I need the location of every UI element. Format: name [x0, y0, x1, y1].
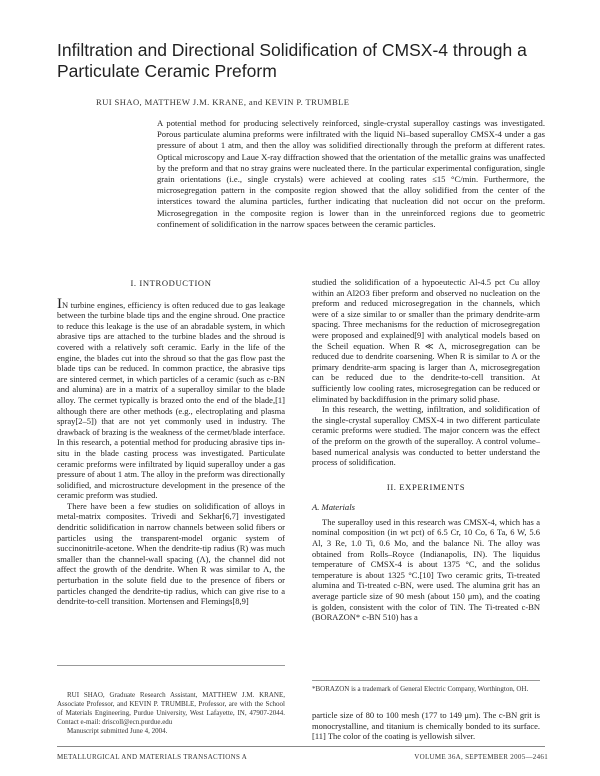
- experiments-heading: II. EXPERIMENTS: [386, 481, 466, 492]
- materials-paragraph-2: particle size of 80 to 100 mesh (177 to 149 μm). The c-BN grit is monocrystalline, and titanium is chemically bonded to its surface.[11] The color of the coating is yellowish silver.: [312, 710, 540, 742]
- footnote-rule-left: [57, 665, 285, 666]
- journal-name: METALLURGICAL AND MATERIALS TRANSACTIONS A: [57, 753, 248, 761]
- volume-page: VOLUME 36A, SEPTEMBER 2005—2461: [414, 753, 548, 761]
- intro-paragraph-3: studied the solidification of a hypoeutectic Al-4.5 pct Cu alloy within an Al2O3 fiber preform and observed no nucleation on the preform and reduced microsegregation in the channels, which were of a size similar to or smaller than the primary dendrite-arm spacing. Three mechanisms for the reduction of microsegregation were proposed and explained[9] with analytical models based on the Scheil equation. When R ≪ Λ, microsegregation can be reduced due to dendrite coarsening. When R is similar to Λ or the primary dendrite-arm spacing is larger than Λ, microsegregation can be reduced due to the dendrite-to-cell transition. At sufficiently low cooling rates, microsegregation can be reduced or eliminated by backdiffusion in the primary solid phase.: [312, 277, 540, 404]
- left-column: [57, 278, 285, 607]
- drop-cap: I: [57, 295, 62, 312]
- footnote-rule-right: [312, 680, 540, 681]
- intro-paragraph-2: There have been a few studies on solidification of alloys in metal-matrix composites. Trivedi and Sekhar[6,7] investigated dendritic solidification in narrow channels between solid fibers or particles using the transparent-model organic system of succinonitrile-acetone. When the dendrite-tip radius (R) was much smaller than the channel-wall spacing (Λ), the channel did not affect the growth of the dendrite. When R was similar to Λ, the perturbation in the solute field due to the presence of fibers or particles changed the dendrite-tip radius, which can give rise to a dendrite-to-cell transition. Mortensen and Flemings[8,9]: [57, 500, 285, 607]
- intro-paragraph-1: [57, 295, 285, 501]
- trademark-footnote: *BORAZON is a trademark of General Electric Company, Worthington, OH.: [312, 685, 529, 693]
- right-column: [312, 277, 540, 623]
- introduction-heading: I. INTRODUCTION: [130, 278, 212, 288]
- author-list: RUI SHAO, MATTHEW J.M. KRANE, and KEVIN P. TRUMBLE: [96, 97, 350, 107]
- affiliation-text: RUI SHAO, Graduate Research Assistant, MATTHEW J.M. KRANE, Associate Professor, and KEVIN P. TRUMBLE, Professor, are with the School of Materials Engineering, Purdue University, West Lafayette, IN, 47907-2044. Contact e-mail: driscoll@ecn.purdue.edu: [57, 691, 285, 726]
- abstract: A potential method for producing selectively reinforced, single-crystal superalloy castings was investigated. Porous particulate alumina preforms were infiltrated with the liquid Ni–based superalloy CMSX-4 under a gas pressure of about 1 atm, and then the alloy was solidified directionally through the preform at different rates. Optical microscopy and Laue X-ray diffraction showed that the orientation of the metallic grains was unaffected by the preform and that no stray grains were nucleated there. In the particular experimental configuration, single grain orientations (i.e., single crystals) were achieved at cooling rates ≤15 °C/min. Furthermore, the microsegregation pattern in the composite region showed that the alloy solidified from the center of the interstices toward the alumina particles, further indicating that nucleation did not occur on the preform. Microsegregation in the composite region is lower than in the unreinforced regions due to geometric confinement of solidification in the narrow spaces between the ceramic particles.: [157, 118, 545, 229]
- materials-subheading: A. Materials: [312, 502, 355, 513]
- paper-title: Infiltration and Directional Solidification of CMSX-4 through a Particulate Ceramic Preform: [57, 40, 527, 81]
- materials-paragraph-1: The superalloy used in this research was CMSX-4, which has a nominal composition (in wt pct) of 6.5 Cr, 10 Co, 6 Ta, 6 W, 5.6 Al, 3 Re, 1.0 Ti, 0.6 Mo, and the balance Ni. The alloy was obtained from Rolls–Royce (Indianapolis, IN). The liquidus temperature of CMSX-4 is about 1375 °C, and the solidus temperature is about 1325 °C.[10] Two ceramic grits, Ti-treated alumina and Ti-treated c-BN, were used. The alumina grit has an average particle size of 90 mesh (about 150 μm), and the coating is golden, consistent with the color of TiN. The Ti-treated c-BN (BORAZON* c-BN 510) has a: [312, 516, 540, 623]
- affiliation-footnote: [57, 691, 285, 736]
- footer-rule: [57, 746, 545, 747]
- intro-paragraph-4: In this research, the wetting, infiltration, and solidification of the single-crystal superalloy CMSX-4 in two different particulate ceramic preforms were studied. The major concern was the effect of the preform on the growth of the superalloy. A control volume–based numerical analysis was conducted to better understand the process of solidification.: [312, 404, 540, 468]
- submission-date: Manuscript submitted June 4, 2004.: [67, 727, 168, 735]
- intro-paragraph-1-text: N turbine engines, efficiency is often reduced due to gas leakage between the turbine blade tips and the engine shroud. One practice to reduce this leakage is the use of an abradable system, in which abrasive tips are attached to the turbine blades and the shroud is covered with a relatively soft ceramic. Early in the life of the engine, the blades cut into the shroud so that the gas flow past the blade tips can be reduced. In common practice, the abrasive tips are sintered cermet, in which particles of a ceramic (such as c-BN and alumina) are in a matrix of a superalloy similar to the blade alloy. The cermet typically is brazed onto the end of the blade,[1] although there are other methods (e.g., electroplating and plasma spray[2–5]) that are not yet commonly used in industry. The drawback of brazing is the weakness of the cermet/blade interface. In this research, a potential method for producing abrasive tips in-situ in the blade casting process was investigated. Particulate ceramic preforms were infiltrated by liquid superalloy under a gas pressure of about 1 atm. The alloy in the preform was directionally solidified, and microstructure development in the presence of the ceramic preform was studied.: [57, 299, 285, 501]
